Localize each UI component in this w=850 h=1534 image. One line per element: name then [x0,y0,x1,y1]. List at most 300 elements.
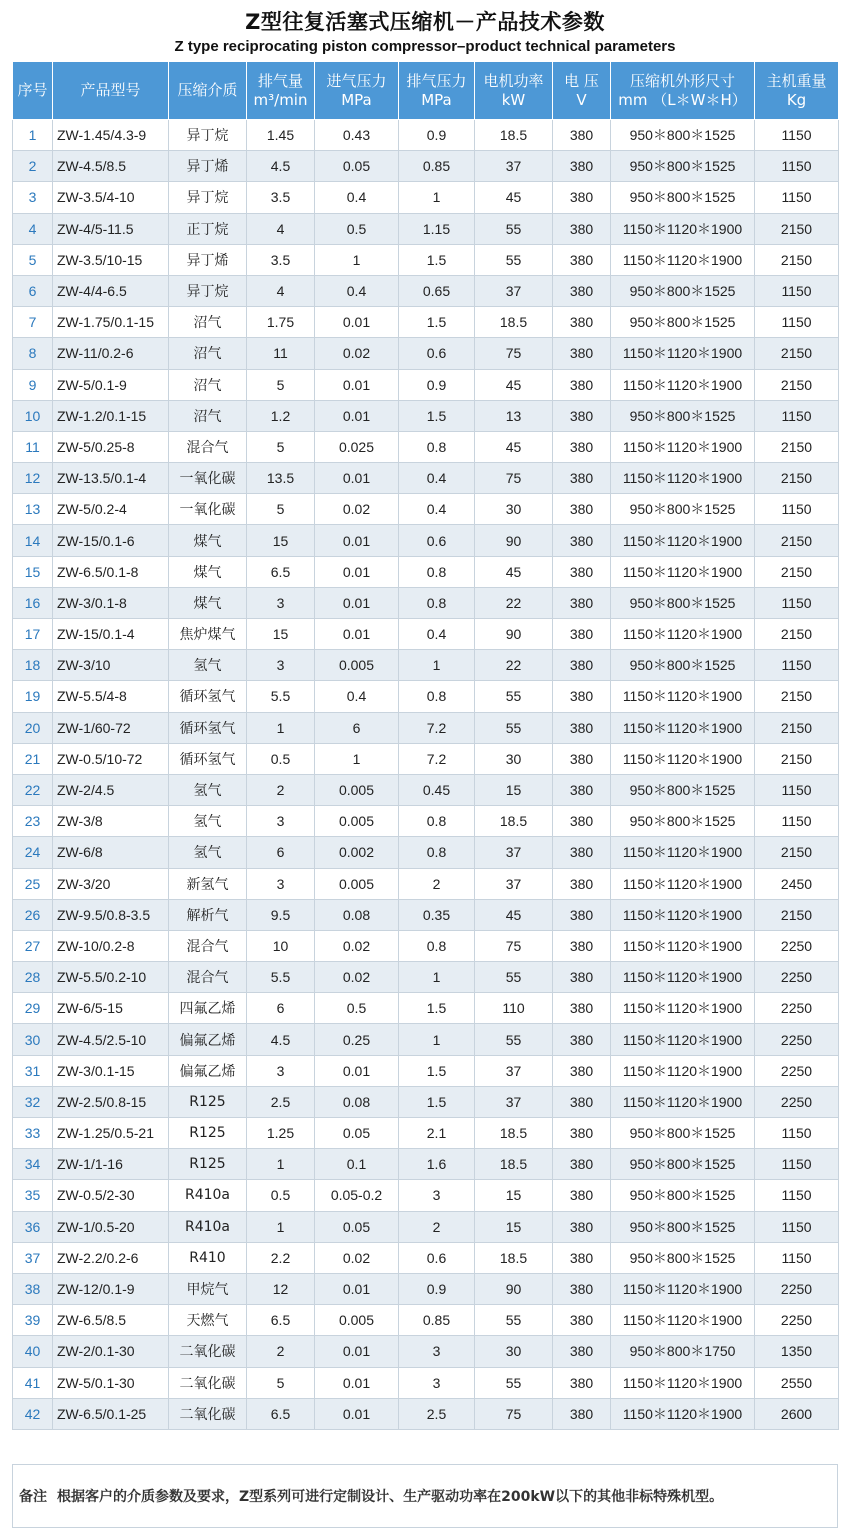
cell-outlet-pressure: 0.6 [399,338,475,369]
cell-outlet-pressure: 1.5 [399,307,475,338]
cell-dimensions: 1150＊1120＊1900 [611,1055,755,1086]
cell-inlet-pressure: 0.1 [315,1149,399,1180]
cell-inlet-pressure: 0.01 [315,1367,399,1398]
cell-medium: 异丁烯 [169,244,247,275]
cell-motor-power: 55 [475,1305,553,1336]
cell-dimensions: 1150＊1120＊1900 [611,993,755,1024]
cell-index: 28 [13,962,53,993]
cell-outlet-pressure: 3 [399,1336,475,1367]
cell-model: ZW-3/0.1-15 [53,1055,169,1086]
cell-voltage: 380 [553,151,611,182]
cell-outlet-pressure: 1.6 [399,1149,475,1180]
cell-medium: 混合气 [169,930,247,961]
cell-weight: 2450 [755,868,839,899]
cell-index: 42 [13,1398,53,1429]
cell-inlet-pressure: 0.5 [315,213,399,244]
cell-weight: 1150 [755,1118,839,1149]
table-row [13,1211,839,1242]
cell-dimensions: 950＊800＊1525 [611,1180,755,1211]
cell-motor-power: 18.5 [475,120,553,151]
cell-inlet-pressure: 0.005 [315,1305,399,1336]
cell-dimensions: 950＊800＊1525 [611,494,755,525]
cell-voltage: 380 [553,1024,611,1055]
cell-weight: 1150 [755,307,839,338]
cell-dimensions: 950＊800＊1525 [611,275,755,306]
cell-model: ZW-5/0.2-4 [53,494,169,525]
cell-medium: 新氢气 [169,868,247,899]
cell-outlet-pressure: 0.9 [399,369,475,400]
cell-model: ZW-15/0.1-6 [53,525,169,556]
cell-model: ZW-2/4.5 [53,774,169,805]
cell-voltage: 380 [553,275,611,306]
cell-dimensions: 1150＊1120＊1900 [611,743,755,774]
cell-index: 6 [13,275,53,306]
table-row [13,431,839,462]
cell-outlet-pressure: 0.8 [399,930,475,961]
column-header-line: 进气压力 [326,71,387,90]
cell-inlet-pressure: 0.01 [315,1273,399,1304]
cell-outlet-pressure: 1 [399,1024,475,1055]
cell-displacement: 6.5 [247,1398,315,1429]
column-header-line: mm （L＊W＊H） [618,90,747,109]
table-row [13,463,839,494]
column-header-line: 压缩机外形尺寸 [629,71,735,90]
cell-inlet-pressure: 0.25 [315,1024,399,1055]
cell-model: ZW-1.45/4.3-9 [53,120,169,151]
cell-index: 8 [13,338,53,369]
column-header-outlet-pressure [399,62,475,120]
column-header-line: MPa [341,90,372,109]
cell-dimensions: 950＊800＊1525 [611,307,755,338]
cell-inlet-pressure: 0.4 [315,681,399,712]
table-row [13,930,839,961]
cell-model: ZW-6/5-15 [53,993,169,1024]
page-title-cn: Z型往复活塞式压缩机－产品技术参数 [245,10,605,34]
cell-model: ZW-0.5/10-72 [53,743,169,774]
cell-weight: 1150 [755,182,839,213]
cell-dimensions: 950＊800＊1525 [611,1118,755,1149]
cell-motor-power: 18.5 [475,1149,553,1180]
cell-outlet-pressure: 0.6 [399,1242,475,1273]
cell-weight: 2550 [755,1367,839,1398]
cell-medium: 一氧化碳 [169,463,247,494]
cell-voltage: 380 [553,587,611,618]
cell-displacement: 11 [247,338,315,369]
cell-inlet-pressure: 0.05-0.2 [315,1180,399,1211]
column-header-medium [169,62,247,120]
cell-dimensions: 950＊800＊1525 [611,1242,755,1273]
column-header-dimensions [611,62,755,120]
cell-displacement: 1.2 [247,400,315,431]
cell-index: 14 [13,525,53,556]
cell-medium: 混合气 [169,431,247,462]
cell-voltage: 380 [553,681,611,712]
cell-displacement: 3 [247,868,315,899]
table-row [13,151,839,182]
cell-medium: 煤气 [169,556,247,587]
table-row [13,1086,839,1117]
remarks-row [12,1464,838,1528]
cell-outlet-pressure: 0.4 [399,463,475,494]
cell-displacement: 10 [247,930,315,961]
cell-displacement: 1.75 [247,307,315,338]
cell-voltage: 380 [553,1211,611,1242]
cell-displacement: 1 [247,1149,315,1180]
cell-dimensions: 1150＊1120＊1900 [611,525,755,556]
cell-index: 29 [13,993,53,1024]
cell-inlet-pressure: 0.02 [315,1242,399,1273]
table-row [13,899,839,930]
cell-model: ZW-4.5/2.5-10 [53,1024,169,1055]
table-row [13,619,839,650]
cell-displacement: 5 [247,369,315,400]
cell-medium: 沼气 [169,369,247,400]
cell-dimensions: 1150＊1120＊1900 [611,1024,755,1055]
cell-model: ZW-3.5/10-15 [53,244,169,275]
remarks-label: 备注 [19,1489,47,1505]
table-row [13,1367,839,1398]
column-header-voltage [553,62,611,120]
cell-dimensions: 950＊800＊1525 [611,650,755,681]
cell-weight: 1150 [755,650,839,681]
cell-model: ZW-5/0.25-8 [53,431,169,462]
column-header-line: V [576,90,587,109]
cell-medium: 焦炉煤气 [169,619,247,650]
cell-medium: 一氧化碳 [169,494,247,525]
cell-index: 12 [13,463,53,494]
cell-dimensions: 1150＊1120＊1900 [611,1305,755,1336]
cell-medium: 氢气 [169,774,247,805]
parameters-table [12,61,839,1430]
cell-outlet-pressure: 2 [399,868,475,899]
cell-weight: 2250 [755,993,839,1024]
cell-inlet-pressure: 0.43 [315,120,399,151]
cell-voltage: 380 [553,307,611,338]
cell-dimensions: 1150＊1120＊1900 [611,930,755,961]
cell-dimensions: 1150＊1120＊1900 [611,1273,755,1304]
cell-inlet-pressure: 0.05 [315,151,399,182]
cell-weight: 1150 [755,774,839,805]
cell-inlet-pressure: 0.005 [315,774,399,805]
cell-voltage: 380 [553,400,611,431]
cell-weight: 1150 [755,1211,839,1242]
cell-weight: 2150 [755,899,839,930]
cell-dimensions: 950＊800＊1525 [611,120,755,151]
cell-model: ZW-4.5/8.5 [53,151,169,182]
cell-displacement: 0.5 [247,1180,315,1211]
table-row [13,774,839,805]
cell-displacement: 4.5 [247,1024,315,1055]
cell-dimensions: 950＊800＊1525 [611,1149,755,1180]
cell-weight: 1150 [755,587,839,618]
cell-motor-power: 75 [475,463,553,494]
cell-index: 36 [13,1211,53,1242]
cell-voltage: 380 [553,868,611,899]
cell-model: ZW-6.5/0.1-25 [53,1398,169,1429]
table-row [13,369,839,400]
cell-voltage: 380 [553,182,611,213]
cell-medium: 偏氟乙烯 [169,1055,247,1086]
cell-weight: 2250 [755,1055,839,1086]
cell-outlet-pressure: 0.8 [399,681,475,712]
cell-inlet-pressure: 0.05 [315,1211,399,1242]
cell-dimensions: 1150＊1120＊1900 [611,338,755,369]
cell-displacement: 2 [247,1336,315,1367]
cell-voltage: 380 [553,650,611,681]
cell-displacement: 3.5 [247,244,315,275]
cell-displacement: 1.45 [247,120,315,151]
cell-outlet-pressure: 0.8 [399,587,475,618]
cell-outlet-pressure: 7.2 [399,743,475,774]
cell-inlet-pressure: 0.01 [315,1398,399,1429]
cell-medium: 解析气 [169,899,247,930]
cell-inlet-pressure: 0.025 [315,431,399,462]
cell-medium: 异丁烷 [169,182,247,213]
cell-weight: 2150 [755,681,839,712]
cell-inlet-pressure: 0.01 [315,525,399,556]
cell-model: ZW-12/0.1-9 [53,1273,169,1304]
cell-outlet-pressure: 1.5 [399,1086,475,1117]
cell-motor-power: 37 [475,837,553,868]
cell-model: ZW-1.75/0.1-15 [53,307,169,338]
cell-voltage: 380 [553,774,611,805]
cell-dimensions: 1150＊1120＊1900 [611,556,755,587]
cell-dimensions: 950＊800＊1525 [611,182,755,213]
cell-voltage: 380 [553,1398,611,1429]
cell-weight: 2150 [755,556,839,587]
cell-displacement: 6.5 [247,556,315,587]
cell-inlet-pressure: 0.01 [315,619,399,650]
cell-dimensions: 950＊800＊1750 [611,1336,755,1367]
cell-displacement: 3 [247,650,315,681]
table-row [13,307,839,338]
cell-outlet-pressure: 0.8 [399,431,475,462]
table-row [13,120,839,151]
cell-motor-power: 18.5 [475,1242,553,1273]
cell-index: 38 [13,1273,53,1304]
cell-motor-power: 90 [475,1273,553,1304]
cell-index: 7 [13,307,53,338]
cell-index: 39 [13,1305,53,1336]
cell-dimensions: 1150＊1120＊1900 [611,899,755,930]
table-row [13,806,839,837]
cell-displacement: 15 [247,525,315,556]
cell-inlet-pressure: 0.005 [315,650,399,681]
cell-motor-power: 110 [475,993,553,1024]
cell-dimensions: 1150＊1120＊1900 [611,681,755,712]
column-header-motor-power [475,62,553,120]
cell-outlet-pressure: 3 [399,1367,475,1398]
cell-index: 40 [13,1336,53,1367]
cell-inlet-pressure: 0.08 [315,899,399,930]
table-row [13,213,839,244]
table-row [13,837,839,868]
table-row [13,494,839,525]
cell-outlet-pressure: 1 [399,962,475,993]
cell-voltage: 380 [553,837,611,868]
cell-index: 23 [13,806,53,837]
cell-medium: 四氟乙烯 [169,993,247,1024]
cell-outlet-pressure: 1 [399,650,475,681]
cell-medium: 异丁烷 [169,275,247,306]
cell-index: 2 [13,151,53,182]
cell-dimensions: 1150＊1120＊1900 [611,369,755,400]
cell-medium: 天燃气 [169,1305,247,1336]
cell-index: 19 [13,681,53,712]
column-header-weight [755,62,839,120]
cell-inlet-pressure: 0.02 [315,930,399,961]
cell-medium: R125 [169,1149,247,1180]
cell-inlet-pressure: 0.002 [315,837,399,868]
cell-voltage: 380 [553,1367,611,1398]
cell-dimensions: 1150＊1120＊1900 [611,1086,755,1117]
cell-index: 20 [13,712,53,743]
column-header-line: 压缩介质 [177,81,238,99]
cell-inlet-pressure: 0.005 [315,868,399,899]
cell-motor-power: 55 [475,712,553,743]
cell-motor-power: 15 [475,774,553,805]
cell-inlet-pressure: 0.02 [315,494,399,525]
cell-voltage: 380 [553,431,611,462]
cell-weight: 2150 [755,837,839,868]
cell-model: ZW-3/0.1-8 [53,587,169,618]
cell-voltage: 380 [553,338,611,369]
cell-motor-power: 30 [475,494,553,525]
cell-voltage: 380 [553,556,611,587]
cell-motor-power: 37 [475,151,553,182]
cell-motor-power: 55 [475,962,553,993]
cell-inlet-pressure: 0.01 [315,1055,399,1086]
cell-motor-power: 90 [475,525,553,556]
cell-model: ZW-4/4-6.5 [53,275,169,306]
cell-motor-power: 55 [475,1367,553,1398]
cell-index: 33 [13,1118,53,1149]
table-body [13,120,839,1430]
cell-inlet-pressure: 0.02 [315,962,399,993]
cell-weight: 2250 [755,1024,839,1055]
cell-outlet-pressure: 0.8 [399,556,475,587]
cell-model: ZW-3/10 [53,650,169,681]
cell-displacement: 6.5 [247,1305,315,1336]
table-row [13,1398,839,1429]
table-row [13,1118,839,1149]
cell-weight: 1150 [755,494,839,525]
cell-weight: 2150 [755,743,839,774]
cell-outlet-pressure: 2 [399,1211,475,1242]
column-header-line: MPa [421,90,452,109]
cell-displacement: 4.5 [247,151,315,182]
cell-dimensions: 1150＊1120＊1900 [611,619,755,650]
cell-displacement: 15 [247,619,315,650]
cell-dimensions: 950＊800＊1525 [611,774,755,805]
cell-index: 26 [13,899,53,930]
cell-index: 24 [13,837,53,868]
cell-voltage: 380 [553,1242,611,1273]
cell-displacement: 3.5 [247,182,315,213]
cell-weight: 2150 [755,463,839,494]
cell-weight: 2150 [755,338,839,369]
table-row [13,962,839,993]
cell-index: 30 [13,1024,53,1055]
column-header-inlet-pressure [315,62,399,120]
cell-dimensions: 950＊800＊1525 [611,400,755,431]
cell-motor-power: 18.5 [475,307,553,338]
cell-displacement: 1.25 [247,1118,315,1149]
column-header-line: 排气压力 [406,71,467,90]
cell-medium: 煤气 [169,525,247,556]
cell-weight: 2600 [755,1398,839,1429]
cell-medium: R410a [169,1180,247,1211]
cell-inlet-pressure: 0.01 [315,369,399,400]
cell-motor-power: 90 [475,619,553,650]
cell-outlet-pressure: 0.6 [399,525,475,556]
table-header-row [13,62,839,120]
cell-medium: R410 [169,1242,247,1273]
table-row [13,1242,839,1273]
cell-displacement: 5.5 [247,681,315,712]
cell-displacement: 0.5 [247,743,315,774]
cell-motor-power: 37 [475,1055,553,1086]
cell-medium: R125 [169,1118,247,1149]
table-row [13,1305,839,1336]
cell-motor-power: 45 [475,556,553,587]
cell-outlet-pressure: 0.8 [399,837,475,868]
cell-medium: R125 [169,1086,247,1117]
cell-medium: 混合气 [169,962,247,993]
cell-weight: 1150 [755,120,839,151]
cell-displacement: 9.5 [247,899,315,930]
cell-dimensions: 1150＊1120＊1900 [611,431,755,462]
cell-model: ZW-5.5/4-8 [53,681,169,712]
cell-weight: 2150 [755,244,839,275]
column-header-model [53,62,169,120]
cell-inlet-pressure: 0.5 [315,993,399,1024]
table-row [13,1055,839,1086]
cell-displacement: 2.2 [247,1242,315,1273]
cell-voltage: 380 [553,120,611,151]
cell-medium: 偏氟乙烯 [169,1024,247,1055]
cell-dimensions: 1150＊1120＊1900 [611,1367,755,1398]
cell-medium: 异丁烯 [169,151,247,182]
cell-dimensions: 1150＊1120＊1900 [611,463,755,494]
cell-weight: 2250 [755,1086,839,1117]
cell-weight: 1150 [755,275,839,306]
cell-medium: R410a [169,1211,247,1242]
cell-dimensions: 1150＊1120＊1900 [611,1398,755,1429]
cell-model: ZW-5/0.1-30 [53,1367,169,1398]
table-row [13,587,839,618]
cell-motor-power: 13 [475,400,553,431]
cell-outlet-pressure: 0.4 [399,619,475,650]
cell-displacement: 3 [247,587,315,618]
cell-model: ZW-1/0.5-20 [53,1211,169,1242]
cell-medium: 二氧化碳 [169,1367,247,1398]
cell-medium: 甲烷气 [169,1273,247,1304]
cell-index: 41 [13,1367,53,1398]
cell-inlet-pressure: 1 [315,743,399,774]
cell-index: 15 [13,556,53,587]
cell-medium: 氢气 [169,806,247,837]
cell-dimensions: 1150＊1120＊1900 [611,244,755,275]
column-header-index [13,62,53,120]
cell-index: 3 [13,182,53,213]
cell-displacement: 3 [247,1055,315,1086]
cell-model: ZW-3/20 [53,868,169,899]
cell-voltage: 380 [553,930,611,961]
cell-model: ZW-5/0.1-9 [53,369,169,400]
table-row [13,400,839,431]
cell-outlet-pressure: 2.5 [399,1398,475,1429]
